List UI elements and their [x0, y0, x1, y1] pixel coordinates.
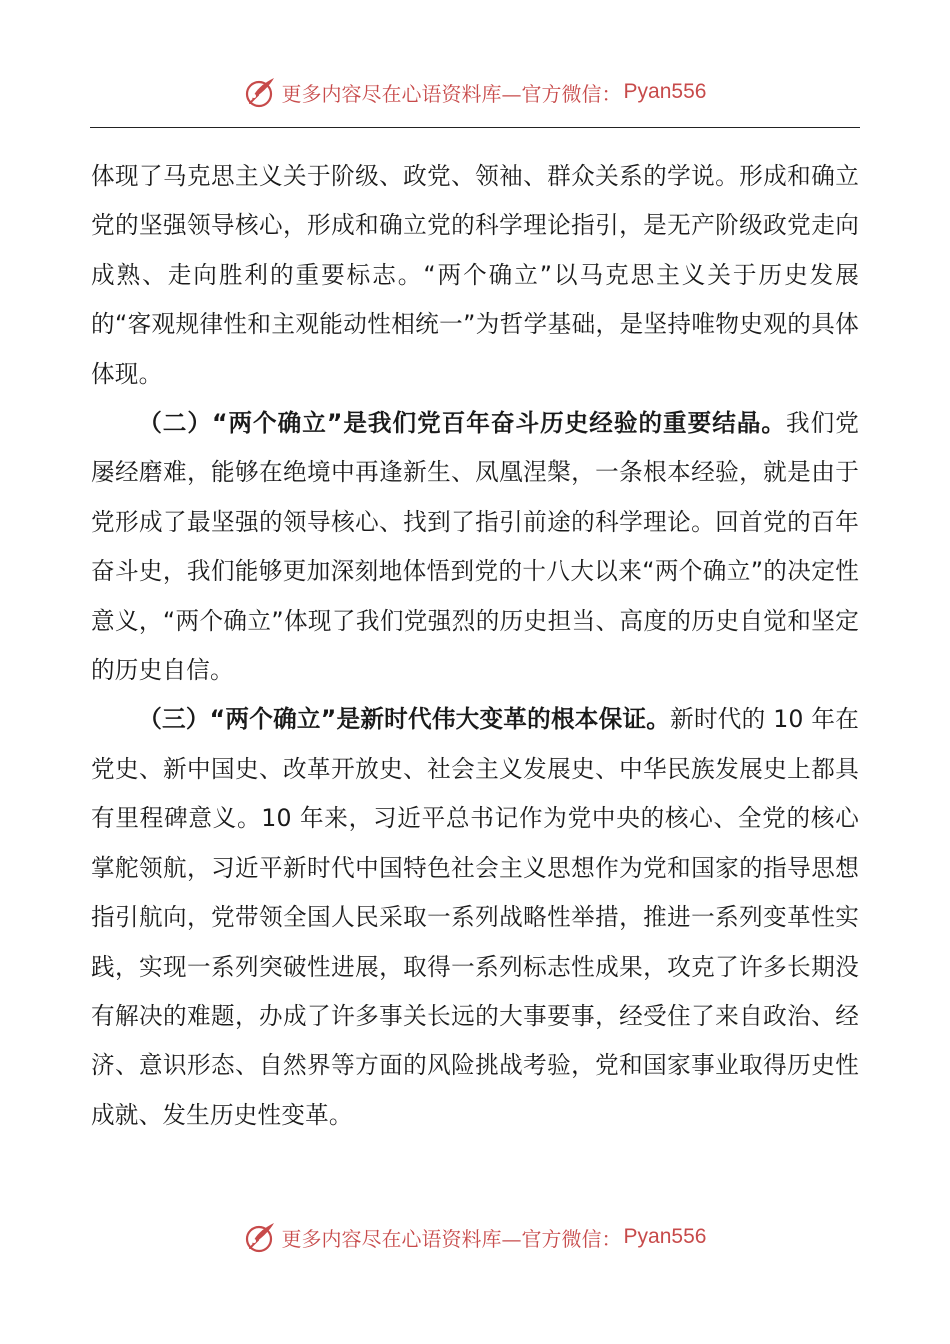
paragraph-3-heading: （三）“两个确立”是新时代伟大变革的根本保证。	[138, 705, 671, 734]
watermark-wechat-id: Pyan556	[623, 1225, 707, 1248]
paragraph-3-body: 新时代的 10 年在党史、新中国史、改革开放史、社会主义发展史、中华民族发展史上都具有里程碑意义。10 年来，习近平总书记作为党中央的核心、全党的核心掌舵领航，习近平新时代中国特色社会主义思想作为党和国家的指导思想指引航向，党带领全国人民采取一系列战略性举措，推进一系列变革性实践，实现一系列突破性进展，取得一系列标志性成果，攻克了许多长期没有解决的难题，办成了许多事关长远的大事要事，经受住了来自政治、经济、意识形态、自然界等方面的风险挑战考验，党和国家事业取得历史性成就、发生历史性变革。	[91, 705, 859, 1129]
paragraph-2-body: 我们党屡经磨难，能够在绝境中再逢新生、凤凰涅槃，一条根本经验，就是由于党形成了最坚强的领导核心、找到了指引前途的科学理论。回首党的百年奋斗史，我们能够更加深刻地体悟到党的十八大以来“两个确立”的决定性意义，“两个确立”体现了我们党强烈的历史担当、高度的历史自觉和坚定的历史自信。	[91, 409, 859, 685]
watermark-wechat-id: Pyan556	[623, 80, 707, 103]
header-divider	[90, 127, 860, 128]
quill-logo-icon	[244, 1220, 278, 1254]
paragraph-2	[91, 399, 859, 695]
paragraph-2-heading: （二）“两个确立”是我们党百年奋斗历史经验的重要结晶。	[138, 409, 787, 438]
document-body	[91, 152, 859, 1140]
footer-watermark	[0, 1217, 950, 1257]
paragraph-1	[91, 152, 859, 399]
paragraph-3	[91, 695, 859, 1140]
header-watermark	[0, 72, 950, 112]
watermark-text: 更多内容尽在心语资料库—官方微信：	[281, 1226, 622, 1251]
paragraph-1-body: 体现了马克思主义关于阶级、政党、领袖、群众关系的学说。形成和确立党的坚强领导核心，形成和确立党的科学理论指引，是无产阶级政党走向成熟、走向胜利的重要标志。“两个确立”以马克思主义关于历史发展的“客观规律性和主观能动性相统一”为哲学基础，是坚持唯物史观的具体体现。	[91, 162, 859, 388]
watermark-text: 更多内容尽在心语资料库—官方微信：	[281, 81, 622, 106]
quill-logo-icon	[244, 75, 278, 109]
